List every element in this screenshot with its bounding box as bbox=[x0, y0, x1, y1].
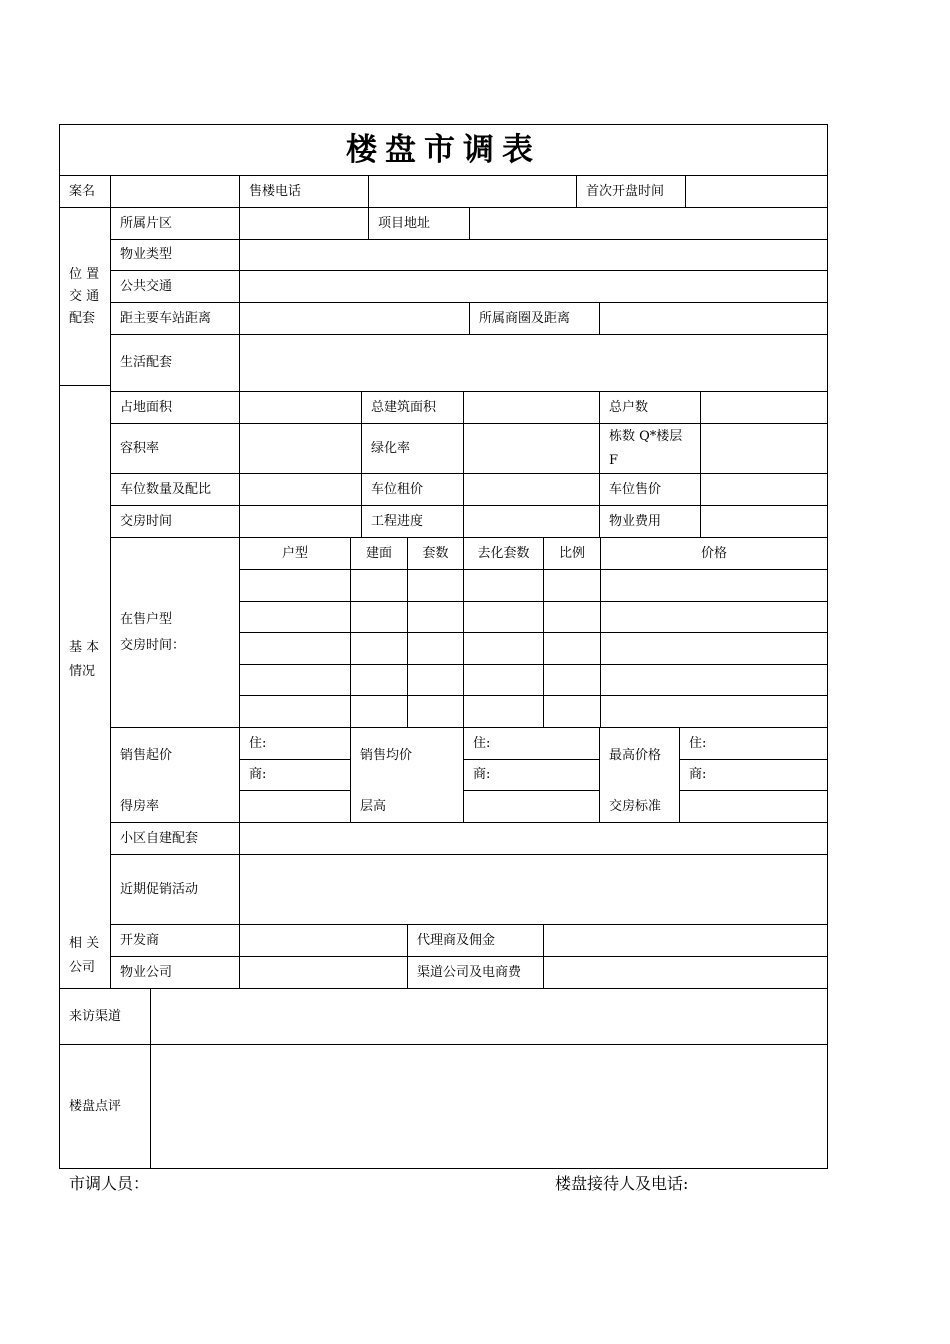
efficiency-label: 得房率 bbox=[111, 791, 240, 823]
location-section-label bbox=[60, 208, 111, 386]
location-label-line3: 配套 bbox=[69, 310, 96, 326]
unit-row-cell[interactable] bbox=[408, 665, 464, 697]
total-households-label: 总户数 bbox=[600, 392, 701, 424]
basic-section-label bbox=[60, 386, 111, 923]
promotions-label: 近期促销活动 bbox=[111, 855, 240, 925]
review-label: 楼盘点评 bbox=[60, 1045, 151, 1168]
sales-phone-label: 售楼电话 bbox=[240, 176, 369, 208]
total-households-field[interactable] bbox=[701, 392, 827, 424]
green-ratio-field[interactable] bbox=[464, 424, 600, 474]
business-circle-field[interactable] bbox=[600, 303, 827, 335]
avg-price-residential[interactable]: 住: bbox=[464, 728, 600, 760]
green-ratio-label: 绿化率 bbox=[362, 424, 464, 474]
public-transport-field[interactable] bbox=[240, 271, 827, 303]
floor-height-label: 层高 bbox=[351, 791, 464, 823]
floor-height-field[interactable] bbox=[464, 791, 600, 823]
unit-row-cell[interactable] bbox=[351, 665, 408, 697]
community-facilities-field[interactable] bbox=[240, 823, 827, 855]
delivery-time-label: 交房时间 bbox=[111, 506, 240, 538]
property-company-label: 物业公司 bbox=[111, 957, 240, 989]
unit-row-cell[interactable] bbox=[464, 570, 544, 602]
unit-row-cell[interactable] bbox=[408, 602, 464, 634]
district-label: 所属片区 bbox=[111, 208, 240, 240]
units-on-sale-label bbox=[111, 538, 240, 728]
unit-row-cell[interactable] bbox=[351, 633, 408, 665]
review-field[interactable] bbox=[151, 1045, 827, 1168]
property-fee-field[interactable] bbox=[701, 506, 827, 538]
delivery-standard-field[interactable] bbox=[680, 791, 827, 823]
community-facilities-label: 小区自建配套 bbox=[111, 823, 240, 855]
progress-field[interactable] bbox=[464, 506, 600, 538]
property-type-label: 物业类型 bbox=[111, 240, 240, 271]
location-label-line1: 位 置 bbox=[69, 266, 100, 282]
companies-label-line2: 公司 bbox=[69, 959, 96, 975]
header-sold: 去化套数 bbox=[464, 538, 544, 570]
unit-row-cell[interactable] bbox=[240, 696, 351, 728]
survey-form bbox=[59, 124, 828, 1169]
efficiency-field[interactable] bbox=[240, 791, 351, 823]
unit-row-cell[interactable] bbox=[544, 696, 601, 728]
max-price-commercial[interactable]: 商: bbox=[680, 760, 827, 791]
buildings-floors-line1: 栋数 Q*楼层 bbox=[609, 428, 683, 444]
max-price-label: 最高价格 bbox=[600, 728, 680, 823]
project-address-field[interactable] bbox=[470, 208, 827, 240]
basic-label-line2: 情况 bbox=[69, 664, 96, 679]
unit-row-cell[interactable] bbox=[464, 602, 544, 634]
developer-label: 开发商 bbox=[111, 925, 240, 957]
station-distance-label: 距主要车站距离 bbox=[111, 303, 240, 335]
unit-row-cell[interactable] bbox=[544, 665, 601, 697]
developer-field[interactable] bbox=[240, 925, 408, 957]
visit-channel-label: 来访渠道 bbox=[60, 989, 151, 1045]
plot-ratio-field[interactable] bbox=[240, 424, 362, 474]
unit-row-cell[interactable] bbox=[408, 696, 464, 728]
progress-label: 工程进度 bbox=[362, 506, 464, 538]
avg-price-commercial[interactable]: 商: bbox=[464, 760, 600, 791]
form-title: 楼盘市调表 bbox=[60, 125, 827, 176]
unit-row-cell[interactable] bbox=[601, 696, 827, 728]
delivery-time-field[interactable] bbox=[240, 506, 362, 538]
unit-row-cell[interactable] bbox=[601, 602, 827, 634]
parking-rent-label: 车位租价 bbox=[362, 474, 464, 506]
property-company-field[interactable] bbox=[240, 957, 408, 989]
land-area-field[interactable] bbox=[240, 392, 362, 424]
public-transport-label: 公共交通 bbox=[111, 271, 240, 303]
channel-label: 渠道公司及电商费 bbox=[408, 957, 544, 989]
parking-price-field[interactable] bbox=[701, 474, 827, 506]
receptionist-label: 楼盘接待人及电话: bbox=[555, 1174, 689, 1193]
unit-row-cell[interactable] bbox=[351, 602, 408, 634]
units-on-sale-line2: 交房时间： bbox=[120, 637, 186, 653]
total-building-area-label: 总建筑面积 bbox=[362, 392, 464, 424]
parking-ratio-field[interactable] bbox=[240, 474, 362, 506]
parking-price-label: 车位售价 bbox=[600, 474, 701, 506]
header-price: 价格 bbox=[601, 538, 827, 570]
unit-row-cell[interactable] bbox=[240, 602, 351, 634]
parking-ratio-label: 车位数量及配比 bbox=[111, 474, 240, 506]
project-address-label: 项目地址 bbox=[369, 208, 470, 240]
property-type-field[interactable] bbox=[240, 240, 827, 271]
unit-row-cell[interactable] bbox=[601, 633, 827, 665]
unit-row-cell[interactable] bbox=[544, 633, 601, 665]
start-price-commercial[interactable]: 商: bbox=[240, 760, 351, 791]
avg-price-label: 销售均价 bbox=[351, 728, 464, 823]
unit-row-cell[interactable] bbox=[601, 665, 827, 697]
agent-field[interactable] bbox=[544, 925, 827, 957]
unit-row-cell[interactable] bbox=[240, 665, 351, 697]
unit-row-cell[interactable] bbox=[464, 696, 544, 728]
sales-phone-field[interactable] bbox=[369, 176, 577, 208]
units-on-sale-line1: 在售户型 bbox=[120, 611, 173, 627]
header-unit-type: 户型 bbox=[240, 538, 351, 570]
case-name-label: 案名 bbox=[60, 176, 111, 208]
unit-row-cell[interactable] bbox=[240, 570, 351, 602]
total-building-area-field[interactable] bbox=[464, 392, 600, 424]
max-price-residential[interactable]: 住: bbox=[680, 728, 827, 760]
unit-row-cell[interactable] bbox=[464, 665, 544, 697]
header-area: 建面 bbox=[351, 538, 408, 570]
visit-channel-field[interactable] bbox=[151, 989, 827, 1045]
buildings-floors-field[interactable] bbox=[701, 424, 827, 474]
living-facilities-field[interactable] bbox=[240, 335, 827, 392]
unit-row-cell[interactable] bbox=[240, 633, 351, 665]
buildings-floors-label bbox=[600, 424, 701, 474]
channel-field[interactable] bbox=[544, 957, 827, 989]
header-sets: 套数 bbox=[408, 538, 464, 570]
basic-label-line1: 基 本 bbox=[69, 640, 100, 655]
case-name-field[interactable] bbox=[111, 176, 240, 208]
land-area-label: 占地面积 bbox=[111, 392, 240, 424]
business-circle-label: 所属商圈及距离 bbox=[470, 303, 600, 335]
location-label-line2: 交 通 bbox=[69, 288, 100, 304]
unit-row-cell[interactable] bbox=[408, 570, 464, 602]
living-facilities-label: 生活配套 bbox=[111, 335, 240, 392]
district-field[interactable] bbox=[240, 208, 369, 240]
agent-label: 代理商及佣金 bbox=[408, 925, 544, 957]
start-price-residential[interactable]: 住: bbox=[240, 728, 351, 760]
header-ratio: 比例 bbox=[544, 538, 601, 570]
buildings-floors-line2: F bbox=[609, 452, 619, 468]
first-open-time-field[interactable] bbox=[686, 176, 827, 208]
plot-ratio-label: 容积率 bbox=[111, 424, 240, 474]
parking-rent-field[interactable] bbox=[464, 474, 600, 506]
surveyor-label: 市调人员： bbox=[69, 1174, 150, 1193]
start-price-label: 销售起价 bbox=[111, 728, 240, 823]
unit-row-cell[interactable] bbox=[544, 570, 601, 602]
unit-row-cell[interactable] bbox=[601, 570, 827, 602]
unit-row-cell[interactable] bbox=[351, 696, 408, 728]
companies-label-line1: 相 关 bbox=[69, 935, 100, 951]
station-distance-field[interactable] bbox=[240, 303, 470, 335]
companies-section-label bbox=[60, 923, 111, 989]
unit-row-cell[interactable] bbox=[351, 570, 408, 602]
first-open-time-label: 首次开盘时间 bbox=[577, 176, 686, 208]
property-fee-label: 物业费用 bbox=[600, 506, 701, 538]
delivery-standard-label: 交房标准 bbox=[600, 791, 680, 823]
unit-row-cell[interactable] bbox=[464, 633, 544, 665]
unit-row-cell[interactable] bbox=[408, 633, 464, 665]
unit-row-cell[interactable] bbox=[544, 602, 601, 634]
promotions-field[interactable] bbox=[240, 855, 827, 925]
